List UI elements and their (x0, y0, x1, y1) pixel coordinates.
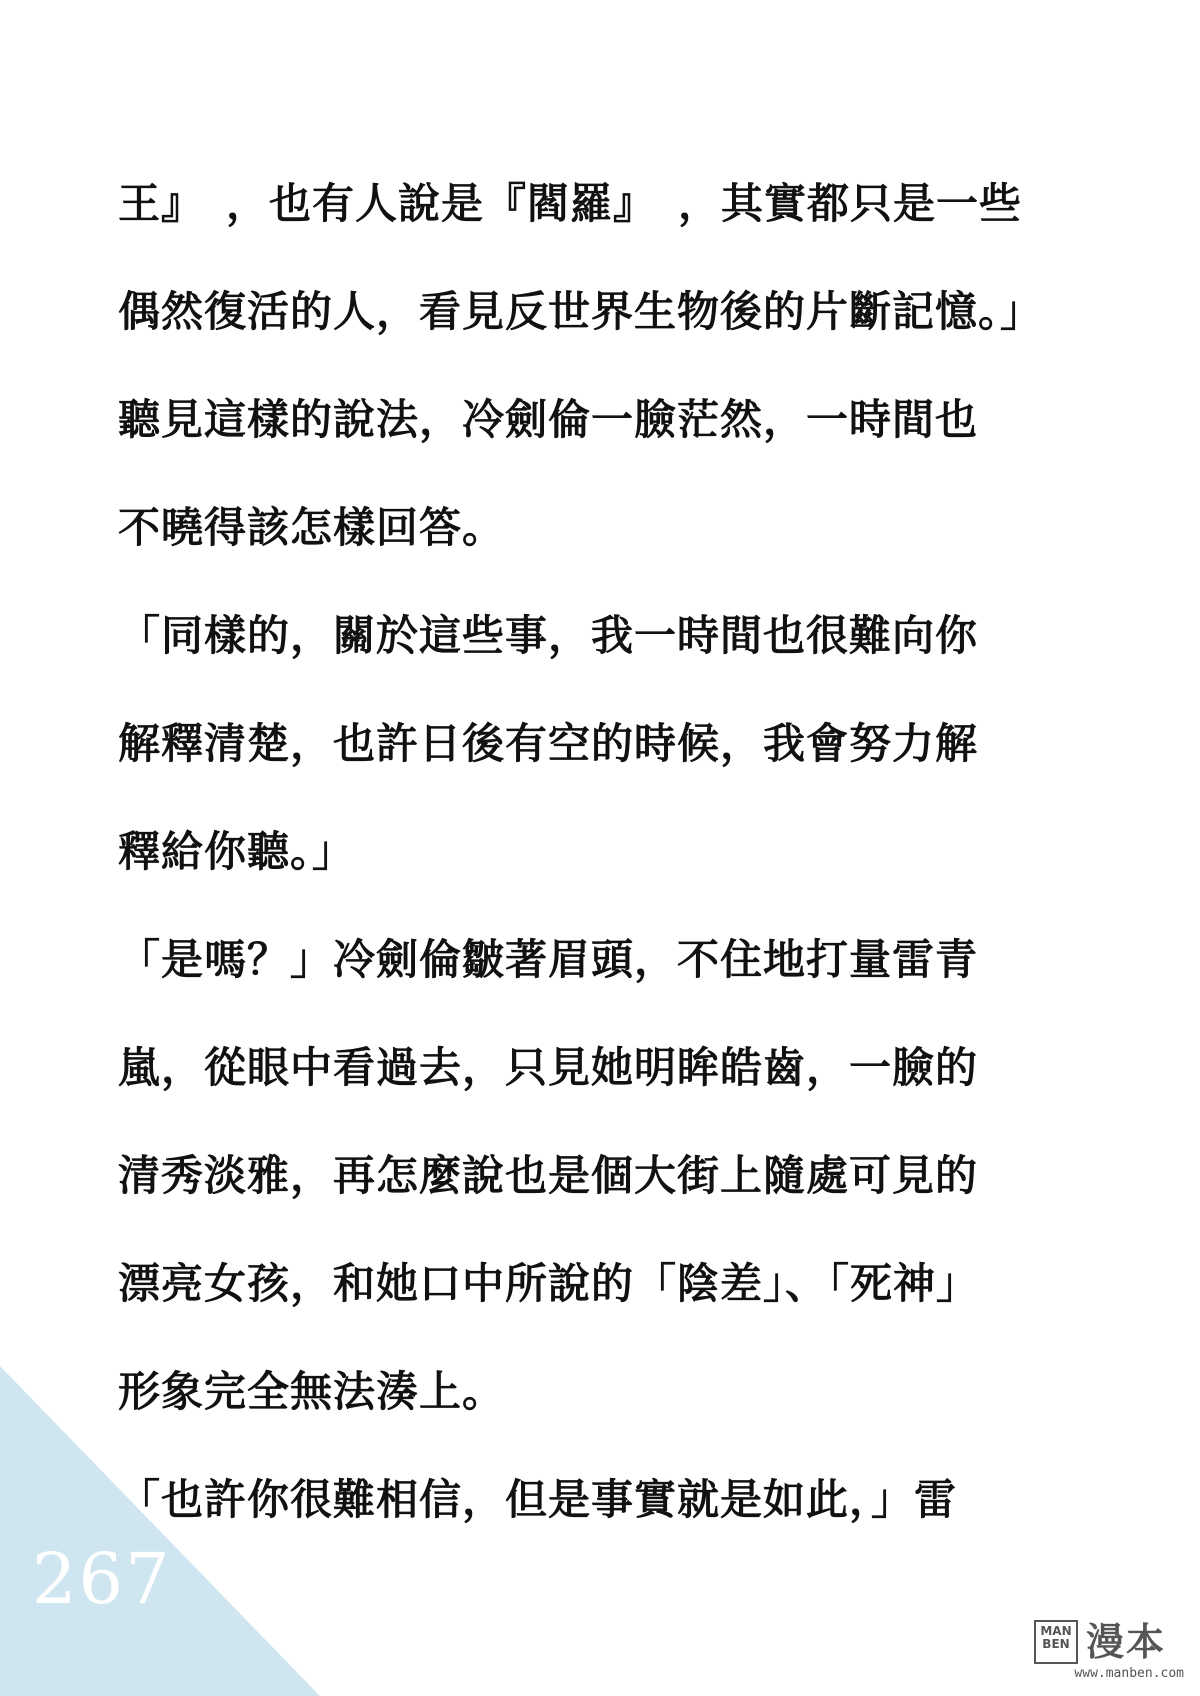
text-line-8: 「是嗎？」冷劍倫皺著眉頭，不住地打量雷青 (118, 935, 979, 984)
text-line-13: 「也許你很難相信，但是事實就是如此，」雷 (118, 1475, 958, 1524)
text-line-2: 偶然復活的人，看見反世界生物後的片斷記憶。」 (118, 287, 1044, 336)
watermark-logo-box: MAN BEN (1034, 1620, 1078, 1664)
text-line-3: 聽見這樣的說法，冷劍倫一臉茫然，一時間也 (118, 395, 979, 444)
page-number: 267 (32, 1538, 172, 1620)
text-line-7: 釋給你聽。」 (118, 827, 356, 876)
text-line-11: 漂亮女孩，和她口中所說的「陰差」、「死神」 (118, 1259, 980, 1308)
watermark-name: 漫本 (1086, 1620, 1167, 1664)
body-text (118, 170, 1098, 1574)
text-line-1: 王』 ，也有人說是『閻羅』 ，其實都只是一些 (118, 179, 1023, 228)
text-line-9: 嵐，從眼中看過去，只見她明眸皓齒，一臉的 (118, 1043, 979, 1092)
text-line-6: 解釋清楚，也許日後有空的時候，我會努力解 (118, 719, 979, 768)
text-line-5: 「同樣的，關於這些事，我一時間也很難向你 (118, 611, 979, 660)
text-line-4: 不曉得該怎樣回答。 (118, 503, 506, 552)
site-watermark (1034, 1620, 1184, 1682)
text-line-12: 形象完全無法湊上。 (118, 1367, 506, 1416)
watermark-url: www.manben.com (1074, 1666, 1184, 1681)
text-line-10: 清秀淡雅，再怎麼說也是個大街上隨處可見的 (118, 1151, 979, 1200)
